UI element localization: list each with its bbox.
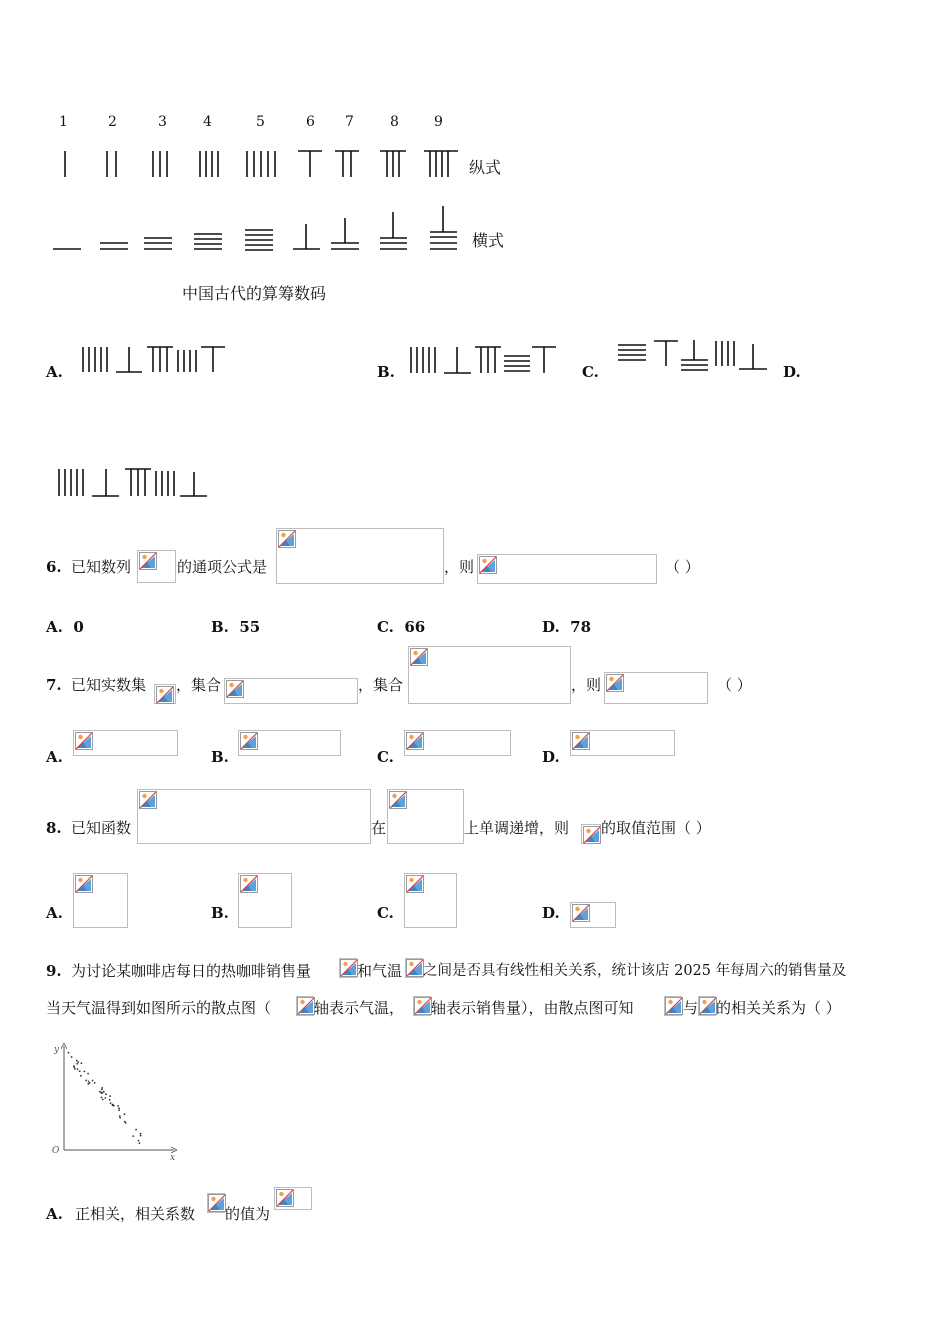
option-letter-c: C.: [377, 748, 394, 766]
broken-image-icon: [572, 904, 590, 922]
broken-image-icon: [665, 997, 683, 1015]
question-text: 在: [371, 819, 387, 837]
scatter-point: [76, 1060, 78, 1062]
broken-image-icon: [226, 680, 244, 698]
question-text: 之间是否具有线性相关关系，统计该店 2025 年每周六的销售量及: [423, 963, 847, 979]
option-letter-a: A.: [46, 748, 63, 766]
digit-label: 6: [306, 114, 315, 130]
scatter-point: [76, 1063, 78, 1065]
question-text: 已知实数集: [71, 676, 147, 694]
formula-image: [276, 528, 444, 584]
broken-image-icon: [389, 791, 407, 809]
option-b: B. 55: [211, 618, 261, 636]
question-text: ，则: [444, 558, 475, 576]
scatter-point: [135, 1129, 137, 1131]
option-letter-b: B.: [211, 904, 229, 922]
option-letter-c: C.: [582, 363, 599, 381]
figure-caption: 中国古代的算筹数码: [182, 284, 327, 303]
scatter-point: [73, 1066, 75, 1068]
question-text: 已知数列: [71, 558, 132, 576]
question-text: 轴表示销售量），由散点图可知: [431, 999, 634, 1017]
formula-image: [698, 996, 716, 1016]
option-b-image: [238, 730, 341, 756]
scatter-point: [102, 1099, 104, 1101]
scatter-point: [84, 1071, 86, 1073]
scatter-point: [101, 1097, 103, 1099]
broken-image-icon: [276, 1189, 294, 1207]
question-number: 9.: [46, 962, 62, 980]
option-a: A. 0: [46, 618, 84, 636]
formula-image: [387, 789, 464, 844]
scatter-plot: [48, 1042, 188, 1164]
question-text: 轴表示气温，: [314, 999, 405, 1017]
option-letter-b: B.: [377, 363, 395, 381]
broken-image-icon: [278, 530, 296, 548]
scatter-points: [68, 1052, 142, 1144]
digit-label: 4: [203, 114, 212, 130]
scatter-point: [103, 1091, 105, 1093]
option-a-text: 正相关，相关系数: [75, 1205, 196, 1223]
digit-label: 9: [434, 114, 443, 130]
x-axis-label: x: [170, 1153, 176, 1163]
broken-image-icon: [406, 875, 424, 893]
scatter-point: [101, 1092, 103, 1094]
scatter-point: [117, 1105, 119, 1107]
option-a-rods: [80, 345, 230, 375]
scatter-point: [140, 1135, 142, 1137]
question-text: 的通项公式是: [177, 558, 268, 576]
formula-image: [477, 554, 657, 584]
question-text: 已知函数: [71, 819, 132, 837]
question-text: 的取值范围（ ）: [601, 819, 711, 837]
broken-image-icon: [297, 997, 315, 1015]
option-letter-b: B.: [211, 748, 229, 766]
broken-image-icon: [240, 732, 258, 750]
formula-image: [581, 824, 601, 844]
scatter-point: [139, 1142, 141, 1144]
scatter-point: [81, 1062, 83, 1064]
formula-image: [137, 550, 176, 583]
digit-label: 2: [108, 114, 117, 130]
broken-image-icon: [699, 997, 717, 1015]
scatter-point: [109, 1095, 111, 1097]
question-text: 上单调递增，则: [464, 819, 570, 837]
formula-image: [408, 646, 571, 704]
question-text: 当天气温得到如图所示的散点图（: [46, 999, 272, 1017]
formula-image: [224, 678, 358, 704]
broken-image-icon: [139, 552, 157, 570]
digit-label: 8: [390, 114, 399, 130]
scatter-point: [94, 1082, 96, 1084]
scatter-point: [74, 1068, 76, 1070]
option-letter-d: D.: [783, 363, 801, 381]
scatter-point: [85, 1080, 87, 1082]
formula-image: [604, 672, 708, 704]
question-number: 7.: [46, 676, 62, 694]
scatter-point: [87, 1073, 89, 1075]
scatter-point: [71, 1056, 73, 1058]
scatter-point: [119, 1117, 121, 1119]
scatter-point: [101, 1087, 103, 1089]
digit-label: 3: [158, 114, 167, 130]
question-text: 与: [683, 999, 699, 1017]
scatter-point: [112, 1104, 114, 1106]
broken-image-icon: [572, 732, 590, 750]
scatter-point: [118, 1107, 120, 1109]
question-text: 的相关关系为（ ）: [716, 999, 841, 1017]
option-d-image: [570, 902, 616, 928]
broken-image-icon: [414, 997, 432, 1015]
formula-image: [207, 1193, 225, 1213]
formula-image: [274, 1187, 312, 1210]
formula-image: [154, 684, 176, 704]
scatter-point: [110, 1102, 112, 1104]
question-text: 为讨论某咖啡店每日的热咖啡销售量: [71, 962, 312, 980]
scatter-point: [124, 1121, 126, 1123]
broken-image-icon: [139, 791, 157, 809]
scatter-point: [101, 1089, 103, 1091]
broken-image-icon: [410, 648, 428, 666]
question-number: 8.: [46, 819, 62, 837]
scatter-point: [104, 1097, 106, 1099]
scatter-point: [109, 1099, 111, 1101]
option-c-image: [404, 873, 457, 928]
option-c: C. 66: [377, 618, 426, 636]
option-letter-a: A.: [46, 363, 63, 381]
answer-paren: （ ）: [665, 558, 700, 576]
broken-image-icon: [406, 959, 424, 977]
digit-label: 1: [59, 114, 68, 130]
option-d: D. 78: [542, 618, 592, 636]
formula-image: [405, 958, 423, 978]
scatter-point: [105, 1093, 107, 1095]
broken-image-icon: [479, 556, 497, 574]
option-a-text: 的值为: [225, 1205, 271, 1223]
scatter-point: [118, 1109, 120, 1111]
digit-label: 5: [256, 114, 265, 130]
option-letter-c: C.: [377, 904, 394, 922]
broken-image-icon: [208, 1194, 226, 1212]
option-c-rods: [614, 338, 774, 378]
y-axis-label: y: [54, 1045, 60, 1055]
option-d-image: [570, 730, 675, 756]
formula-image: [413, 996, 431, 1016]
scatter-point: [92, 1080, 94, 1082]
scatter-point: [140, 1133, 142, 1135]
option-a-image: [73, 730, 178, 756]
scatter-point: [77, 1061, 79, 1063]
scatter-point: [80, 1075, 82, 1077]
option-d-rods: [55, 466, 215, 502]
digit-label: 7: [345, 114, 354, 130]
formula-image: [137, 789, 371, 844]
formula-image: [296, 996, 314, 1016]
scatter-point: [77, 1068, 79, 1070]
scatter-point: [88, 1081, 90, 1083]
origin-label: O: [52, 1146, 60, 1156]
broken-image-icon: [75, 732, 93, 750]
option-letter-d: D.: [542, 904, 560, 922]
answer-paren: （ ）: [717, 676, 752, 694]
option-b-image: [238, 873, 292, 928]
horizontal-style-label: 横式: [472, 231, 505, 250]
formula-image: [339, 958, 357, 978]
broken-image-icon: [606, 674, 624, 692]
option-c-image: [404, 730, 511, 756]
scatter-point: [124, 1113, 126, 1115]
scatter-point: [87, 1083, 89, 1085]
question-text: ，集合: [176, 676, 222, 694]
option-letter-d: D.: [542, 748, 560, 766]
question-text: ，则: [571, 676, 602, 694]
broken-image-icon: [340, 959, 358, 977]
question-number: 6.: [46, 558, 62, 576]
vertical-style-label: 纵式: [469, 158, 502, 177]
broken-image-icon: [75, 875, 93, 893]
broken-image-icon: [156, 686, 174, 704]
broken-image-icon: [240, 875, 258, 893]
scatter-point: [79, 1070, 81, 1072]
question-text: ，集合: [358, 676, 404, 694]
option-b-rods: [408, 345, 568, 377]
scatter-point: [138, 1140, 140, 1142]
scatter-point: [119, 1115, 121, 1117]
formula-image: [664, 996, 682, 1016]
broken-image-icon: [583, 826, 601, 844]
option-letter-a: A.: [46, 1205, 63, 1223]
option-a-image: [73, 873, 128, 928]
broken-image-icon: [406, 732, 424, 750]
scatter-point: [68, 1052, 70, 1054]
scatter-point: [132, 1135, 134, 1137]
question-text: 和气温: [357, 962, 403, 980]
option-letter-a: A.: [46, 904, 63, 922]
